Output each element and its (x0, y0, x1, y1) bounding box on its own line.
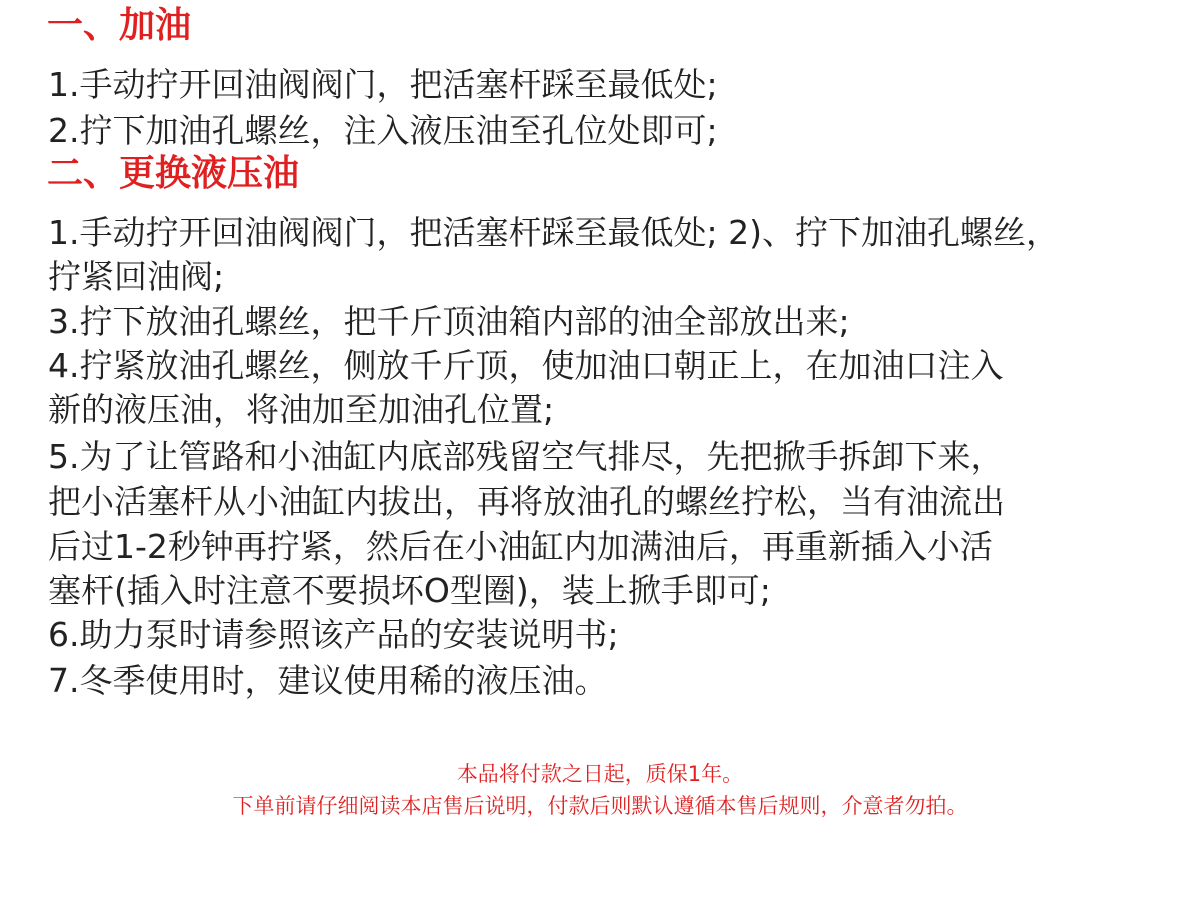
refuel-step-2: 2.拧下加油孔螺丝，注入液压油至孔位处即可; (48, 111, 718, 150)
replace-oil-line: 塞杆(插入时注意不要损坏O型圈)，装上掀手即可; (48, 571, 771, 610)
replace-oil-line: 7.冬季使用时，建议使用稀的液压油。 (48, 661, 608, 700)
after-sales-notice: 下单前请仔细阅读本店售后说明，付款后则默认遵循本售后规则，介意者勿拍。 (232, 794, 968, 818)
replace-oil-line: 拧紧回油阀; (48, 257, 225, 296)
replace-oil-line: 新的液压油，将油加至加油孔位置; (48, 390, 555, 429)
replace-oil-line: 后过1-2秒钟再拧紧，然后在小油缸内加满油后，再重新插入小活 (48, 527, 993, 566)
warranty-notice: 本品将付款之日起，质保1年。 (456, 762, 744, 786)
replace-oil-line: 1.手动拧开回油阀阀门，把活塞杆踩至最低处; 2)、拧下加油孔螺丝， (48, 213, 1059, 252)
replace-oil-line: 5.为了让管路和小油缸内底部残留空气排尽，先把掀手拆卸下来， (48, 437, 1004, 476)
section-heading-replace-oil: 二、更换液压油 (47, 153, 300, 194)
section-heading-refuel: 一、加油 (47, 5, 192, 46)
refuel-step-1: 1.手动拧开回油阀阀门，把活塞杆踩至最低处; (48, 65, 718, 104)
replace-oil-line: 把小活塞杆从小油缸内拔出，再将放油孔的螺丝拧松，当有油流出 (48, 482, 1005, 521)
replace-oil-line: 6.助力泵时请参照该产品的安装说明书; (48, 615, 619, 654)
replace-oil-line: 4.拧紧放油孔螺丝，侧放千斤顶，使加油口朝正上，在加油口注入 (48, 346, 1004, 385)
replace-oil-line: 3.拧下放油孔螺丝，把千斤顶油箱内部的油全部放出来; (48, 302, 850, 341)
